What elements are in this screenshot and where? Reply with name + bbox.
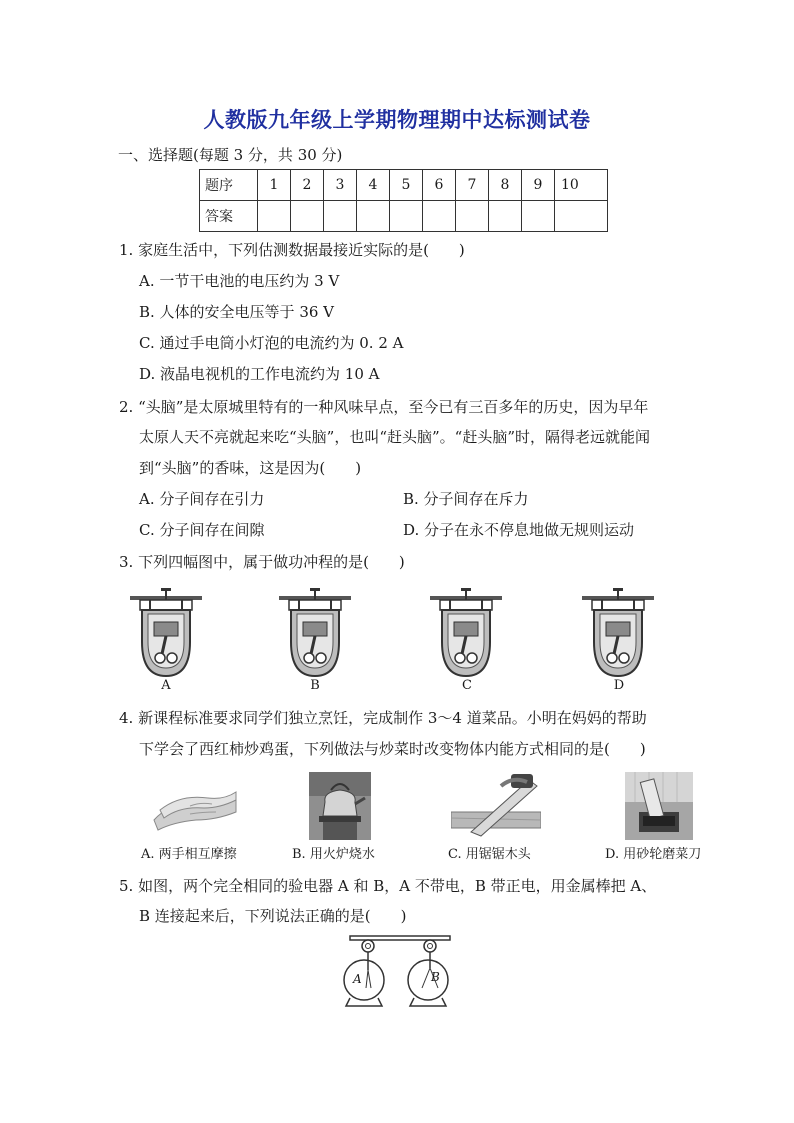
q5-stem-line1: 5. 如图，两个完全相同的验电器 A 和 B，A 不带电，B 带正电，用金属棒把 A、 [119, 877, 657, 895]
q2-option-d: D. 分子在永不停息地做无规则运动 [403, 521, 635, 539]
q2-stem-line2: 太原人天不亮就起来吃“头脑”，也叫“赶头脑”。“赶头脑”时，隔得老远就能闻 [139, 428, 651, 446]
table-number-cell: 2 [291, 170, 324, 201]
table-number-cell: 9 [522, 170, 555, 201]
q2-option-c: C. 分子间存在间隙 [139, 521, 265, 539]
q1-option-a: A. 一节干电池的电压约为 3 V [139, 272, 340, 290]
page-title: 人教版九年级上学期物理期中达标测试卷 [203, 108, 591, 132]
q4-caption-a: A. 两手相互摩擦 [141, 847, 237, 862]
q4-caption-c: C. 用锯锯木头 [448, 847, 531, 862]
answer-cell[interactable] [390, 201, 423, 232]
table-header-number: 题序 [200, 170, 258, 201]
q4-photo-saw [451, 772, 541, 840]
q2-stem-line1: 2. “头脑”是太原城里特有的一种风味早点，至今已有三百多年的历史，因为早年 [119, 398, 649, 416]
q2-stem-line3: 到“头脑”的香味，这是因为( ) [139, 459, 362, 477]
answer-cell[interactable] [555, 201, 608, 232]
engine-figure-b [279, 588, 351, 676]
q3-engine-figures [128, 588, 668, 680]
q4-caption-b: B. 用火炉烧水 [292, 847, 375, 862]
q3-label-b: B [310, 678, 320, 693]
table-number-cell: 10 [555, 170, 608, 201]
table-number-cell: 8 [489, 170, 522, 201]
q1-option-c: C. 通过手电筒小灯泡的电流约为 0. 2 A [139, 334, 404, 352]
q1-option-d: D. 液晶电视机的工作电流约为 10 A [139, 365, 380, 383]
q5-label-a: A [353, 972, 362, 986]
q3-label-a: A [161, 678, 171, 693]
table-header-answer: 答案 [200, 201, 258, 232]
table-number-cell: 7 [456, 170, 489, 201]
q2-option-b: B. 分子间存在斥力 [403, 490, 529, 508]
table-number-cell: 5 [390, 170, 423, 201]
answer-cell[interactable] [291, 201, 324, 232]
answer-cell[interactable] [258, 201, 291, 232]
table-number-cell: 6 [423, 170, 456, 201]
table-number-cell: 1 [258, 170, 291, 201]
answer-table [199, 169, 608, 232]
engine-figure-a [130, 588, 202, 676]
answer-cell[interactable] [423, 201, 456, 232]
answer-cell[interactable] [324, 201, 357, 232]
q5-stem-line2: B 连接起来后，下列说法正确的是( ) [139, 907, 407, 925]
answer-cell[interactable] [522, 201, 555, 232]
answer-cell[interactable] [489, 201, 522, 232]
q5-label-b: B [431, 970, 440, 984]
q3-label-c: C [462, 678, 472, 693]
q1-stem: 1. 家庭生活中，下列估测数据最接近实际的是( ) [119, 241, 465, 259]
table-number-cell: 3 [324, 170, 357, 201]
q4-photo-grinder [625, 772, 693, 840]
answer-cell[interactable] [456, 201, 489, 232]
q4-photo-kettle [309, 772, 371, 840]
engine-figure-d [582, 588, 654, 676]
table-number-cell: 4 [357, 170, 390, 201]
q1-option-b: B. 人体的安全电压等于 36 V [139, 303, 335, 321]
engine-figure-c [430, 588, 502, 676]
answer-table-number-row [200, 170, 608, 201]
answer-table-answer-row [200, 201, 608, 232]
q3-stem: 3. 下列四幅图中，属于做功冲程的是( ) [119, 553, 405, 571]
q4-stem-line2: 下学会了西红柿炒鸡蛋，下列做法与炒菜时改变物体内能方式相同的是( ) [139, 740, 646, 758]
answer-cell[interactable] [357, 201, 390, 232]
q3-label-d: D [613, 678, 625, 693]
q4-stem-line1: 4. 新课程标准要求同学们独立烹饪，完成制作 3～4 道菜品。小明在妈妈的帮助 [119, 709, 647, 727]
q4-photo-hands [150, 772, 240, 840]
q4-caption-d: D. 用砂轮磨菜刀 [605, 847, 702, 862]
section-heading: 一、选择题(每题 3 分，共 30 分) [118, 146, 343, 164]
q2-option-a: A. 分子间存在引力 [139, 490, 265, 508]
